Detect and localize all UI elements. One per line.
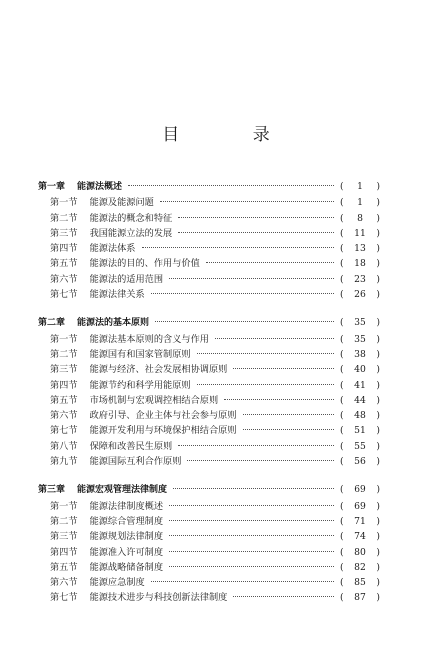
section-number: 第六节 (50, 273, 78, 285)
close-paren: ) (376, 212, 380, 224)
dot-leader (243, 414, 334, 415)
open-paren: ( (340, 273, 344, 285)
section-number: 第一节 (50, 500, 78, 512)
section-title: 能源及能源问题 (89, 197, 154, 209)
open-paren: ( (340, 289, 344, 301)
section-title: 能源法律制度概述 (89, 500, 164, 512)
section-number: 第五节 (50, 561, 78, 573)
close-paren: ) (376, 546, 380, 558)
section-title: 能源国际互利合作原则 (89, 456, 182, 468)
page-number (340, 287, 380, 302)
chapter-number: 第三章 (38, 485, 66, 496)
close-paren: ) (376, 289, 380, 301)
close-paren: ) (376, 440, 380, 452)
dot-leader (169, 535, 334, 536)
dot-leader (206, 262, 334, 263)
page-number-value: 82 (354, 561, 366, 573)
section-title: 能源综合管理制度 (89, 515, 164, 527)
section-title: 市场机制与宏观调控相结合原则 (89, 394, 219, 406)
close-paren: ) (376, 592, 380, 604)
dot-leader (128, 185, 334, 186)
chapter-entry[interactable] (38, 483, 380, 498)
section-title: 能源应急制度 (89, 577, 145, 589)
section-entry[interactable] (38, 439, 380, 454)
open-paren: ( (340, 425, 344, 437)
page-number (340, 529, 380, 544)
section-number: 第三节 (50, 531, 78, 543)
dot-leader (169, 278, 334, 279)
open-paren: ( (340, 456, 344, 468)
section-number: 第九节 (50, 456, 78, 468)
dot-leader (187, 460, 334, 461)
section-number: 第七节 (50, 289, 78, 301)
dot-leader (160, 201, 334, 202)
open-paren: ( (340, 577, 344, 589)
chapter-entry[interactable] (38, 180, 380, 195)
dot-leader (178, 445, 334, 446)
section-entry[interactable] (38, 545, 380, 560)
section-title: 能源法的概念和特征 (89, 212, 173, 224)
dot-leader (224, 399, 334, 400)
close-paren: ) (376, 577, 380, 589)
section-number: 第八节 (50, 440, 78, 452)
dot-leader (215, 338, 334, 339)
page-number-value: 1 (357, 182, 363, 192)
section-title: 能源与经济、社会发展相协调原则 (89, 364, 228, 376)
page-number (340, 195, 380, 210)
section-entry[interactable] (38, 499, 380, 514)
open-paren: ( (340, 212, 344, 224)
page-number (340, 514, 380, 529)
open-paren: ( (340, 348, 344, 360)
section-number: 第四节 (50, 379, 78, 391)
section-entry[interactable] (38, 347, 380, 362)
section-number: 第六节 (50, 577, 78, 589)
page-number (340, 545, 380, 560)
page-number-value: 85 (354, 577, 366, 589)
open-paren: ( (340, 531, 344, 543)
chapter-title: 能源法的基本原则 (77, 318, 150, 329)
close-paren: ) (376, 258, 380, 270)
page-number (340, 256, 380, 271)
section-entry[interactable] (38, 575, 380, 590)
page-number (340, 316, 380, 331)
section-title: 能源国有和国家管制原则 (89, 348, 191, 360)
chapter-number: 第二章 (38, 318, 66, 329)
close-paren: ) (376, 485, 380, 496)
page-number (340, 362, 380, 377)
close-paren: ) (376, 318, 380, 329)
dot-leader (197, 384, 334, 385)
open-paren: ( (340, 561, 344, 573)
dot-leader (142, 247, 335, 248)
open-paren: ( (340, 227, 344, 239)
section-entry[interactable] (38, 378, 380, 393)
page-number (340, 211, 380, 226)
close-paren: ) (376, 531, 380, 543)
chapter-title: 能源宏观管理法律制度 (77, 485, 168, 496)
section-title: 能源法的目的、作用与价值 (89, 258, 200, 270)
page-number-value: 56 (354, 456, 366, 468)
close-paren: ) (376, 456, 380, 468)
dot-leader (151, 293, 334, 294)
section-number: 第一节 (50, 197, 78, 209)
section-entry[interactable] (38, 393, 380, 408)
page-number (340, 272, 380, 287)
section-number: 第二节 (50, 348, 78, 360)
dot-leader (151, 581, 334, 582)
section-entry[interactable] (38, 226, 380, 241)
section-title: 我国能源立法的发展 (89, 227, 173, 239)
page-number-value: 26 (354, 289, 366, 301)
page-number-value: 18 (354, 258, 366, 270)
section-number: 第二节 (50, 515, 78, 527)
page-number-value: 74 (354, 531, 366, 543)
open-paren: ( (340, 546, 344, 558)
chapter-title: 能源法概述 (77, 182, 123, 192)
open-paren: ( (340, 182, 344, 192)
dot-leader (155, 321, 334, 322)
section-number: 第二节 (50, 212, 78, 224)
page-number (340, 378, 380, 393)
page-number (340, 590, 380, 605)
page-number-value: 23 (354, 273, 366, 285)
open-paren: ( (340, 440, 344, 452)
section-title: 能源法体系 (89, 243, 136, 255)
dot-leader (233, 596, 334, 597)
page-number (340, 347, 380, 362)
section-entry[interactable] (38, 514, 380, 529)
section-entry[interactable] (38, 287, 380, 302)
dot-leader (243, 429, 334, 430)
section-number: 第六节 (50, 410, 78, 422)
section-entry[interactable] (38, 332, 380, 347)
section-entry[interactable] (38, 454, 380, 469)
dot-leader (169, 551, 334, 552)
section-entry[interactable] (38, 272, 380, 287)
close-paren: ) (376, 410, 380, 422)
open-paren: ( (340, 379, 344, 391)
page-number (340, 439, 380, 454)
page-number-value: 11 (354, 227, 366, 239)
section-title: 能源战略储备制度 (89, 561, 164, 573)
dot-leader (169, 566, 334, 567)
open-paren: ( (340, 500, 344, 512)
section-entry[interactable] (38, 590, 380, 605)
section-number: 第三节 (50, 364, 78, 376)
close-paren: ) (376, 348, 380, 360)
section-number: 第七节 (50, 425, 78, 437)
close-paren: ) (376, 364, 380, 376)
open-paren: ( (340, 258, 344, 270)
open-paren: ( (340, 364, 344, 376)
table-of-contents (38, 180, 380, 620)
dot-leader (197, 353, 334, 354)
page-number-value: 38 (354, 348, 366, 360)
dot-leader (178, 232, 334, 233)
page-number-value: 1 (357, 197, 363, 209)
page-number (340, 423, 380, 438)
chapter-number: 第一章 (38, 182, 66, 192)
chapter-entry[interactable] (38, 316, 380, 331)
close-paren: ) (376, 197, 380, 209)
close-paren: ) (376, 561, 380, 573)
close-paren: ) (376, 379, 380, 391)
open-paren: ( (340, 333, 344, 345)
section-title: 能源法律关系 (89, 289, 145, 301)
close-paren: ) (376, 243, 380, 255)
page-number (340, 393, 380, 408)
section-title: 能源技术进步与科技创新法律制度 (89, 592, 228, 604)
section-entry[interactable] (38, 560, 380, 575)
page-number (340, 560, 380, 575)
open-paren: ( (340, 410, 344, 422)
page-number-value: 69 (354, 500, 366, 512)
open-paren: ( (340, 515, 344, 527)
section-number: 第五节 (50, 258, 78, 270)
section-title: 能源规划法律制度 (89, 531, 164, 543)
page-number (340, 575, 380, 590)
open-paren: ( (340, 243, 344, 255)
close-paren: ) (376, 273, 380, 285)
page-number-value: 80 (354, 546, 366, 558)
open-paren: ( (340, 197, 344, 209)
page-number (340, 454, 380, 469)
close-paren: ) (376, 394, 380, 406)
page-number (340, 408, 380, 423)
section-number: 第四节 (50, 546, 78, 558)
section-title: 能源开发利用与环境保护相结合原则 (89, 425, 237, 437)
page-title: 目 录 (162, 125, 304, 145)
open-paren: ( (340, 592, 344, 604)
page-number-value: 51 (354, 425, 366, 437)
section-title: 保障和改善民生原则 (89, 440, 173, 452)
chapter-block (38, 483, 380, 605)
section-number: 第三节 (50, 227, 78, 239)
section-number: 第七节 (50, 592, 78, 604)
page-number-value: 40 (354, 364, 366, 376)
section-title: 政府引导、企业主体与社会参与原则 (89, 410, 237, 422)
page-number-value: 69 (354, 485, 366, 496)
chapter-block (38, 316, 380, 469)
open-paren: ( (340, 318, 344, 329)
section-title: 能源法基本原则的含义与作用 (89, 333, 209, 345)
page-number-value: 44 (354, 394, 366, 406)
page-number-value: 35 (354, 318, 366, 329)
close-paren: ) (376, 333, 380, 345)
page-number-value: 87 (354, 592, 366, 604)
section-entry[interactable] (38, 362, 380, 377)
section-number: 第一节 (50, 333, 78, 345)
page-number (340, 226, 380, 241)
section-entry[interactable] (38, 256, 380, 271)
page-number-value: 48 (354, 410, 366, 422)
close-paren: ) (376, 500, 380, 512)
dot-leader (178, 217, 334, 218)
section-entry[interactable] (38, 241, 380, 256)
page-number (340, 483, 380, 498)
section-number: 第五节 (50, 394, 78, 406)
chapter-block (38, 180, 380, 302)
close-paren: ) (376, 425, 380, 437)
page-number (340, 241, 380, 256)
section-title: 能源法的适用范围 (89, 273, 164, 285)
section-entry[interactable] (38, 529, 380, 544)
dot-leader (233, 368, 334, 369)
section-entry[interactable] (38, 195, 380, 210)
page-number-value: 8 (357, 212, 363, 224)
dot-leader (173, 488, 334, 489)
section-entry[interactable] (38, 408, 380, 423)
page-number-value: 55 (354, 440, 366, 452)
section-title: 能源准入许可制度 (89, 546, 164, 558)
page-number-value: 71 (354, 515, 366, 527)
open-paren: ( (340, 394, 344, 406)
page-number (340, 180, 380, 195)
section-number: 第四节 (50, 243, 78, 255)
dot-leader (169, 520, 334, 521)
page-number-value: 41 (354, 379, 366, 391)
section-entry[interactable] (38, 211, 380, 226)
page-number (340, 332, 380, 347)
page-number-value: 35 (354, 333, 366, 345)
section-entry[interactable] (38, 423, 380, 438)
dot-leader (169, 505, 334, 506)
open-paren: ( (340, 485, 344, 496)
close-paren: ) (376, 182, 380, 192)
section-title: 能源节约和科学用能原则 (89, 379, 191, 391)
page-number-value: 13 (354, 243, 366, 255)
close-paren: ) (376, 227, 380, 239)
close-paren: ) (376, 515, 380, 527)
page-number (340, 499, 380, 514)
